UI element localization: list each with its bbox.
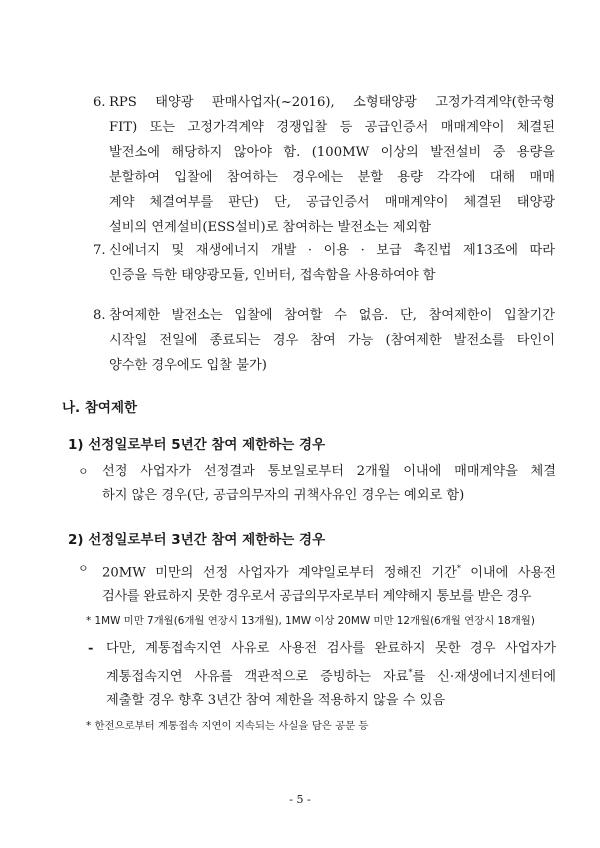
bullet-line: 선정 사업자가 선정결과 통보일로부터 2개월 이내에 매매계약을 체결 (102, 464, 556, 479)
item-line: 참여제한 발전소는 입찰에 참여할 수 없음. 단, 참여제한이 입찰기간 (109, 308, 555, 323)
footnote: * 1MW 미만 7개월(6개월 연장시 13개월), 1MW 이상 20MW 미만 12개월(6개월 연장시 18개월) (86, 615, 535, 627)
dash-line (88, 661, 556, 689)
line-text: 계통접속지연 사유를 객관적으로 증빙하는 자료 (106, 669, 409, 685)
dash-line: 다만, 계통접속지연 사유로 사용전 검사를 완료하지 못한 경우 사업자가 (106, 641, 556, 656)
item-line: 인증을 득한 태양광모듈, 인버터, 접속함을 사용하여야 함 (109, 268, 436, 283)
item-line: 시작일 전일에 종료되는 경우 참여 가능 (참여제한 발전소를 타인이 (109, 333, 555, 348)
bullet-line: 검사를 완료하지 못한 경우로서 공급의무자로부터 계약해지 통보를 받은 경우 (102, 589, 532, 605)
item-number: 8. (93, 308, 106, 323)
list-item-6 (93, 90, 555, 240)
item-line: 설비의 연계설비(ESS설비)로 참여하는 발전소는 제외함 (109, 220, 432, 235)
bullet-item (78, 460, 556, 508)
line-text: 20MW 미만의 선정 사업자가 계약일로부터 정해진 기간 (102, 565, 457, 581)
item-number: 7. (93, 243, 106, 258)
footnote: * 한전으로부터 계통접속 지연이 지속되는 사실을 담은 공문 등 (86, 720, 369, 732)
section-heading: 나. 참여제한 (62, 400, 138, 416)
item-line: 분할하여 입찰에 참여하는 경우에는 분할 용량 각각에 대해 매매 (109, 170, 555, 185)
bullet-mark: ㅇ (78, 562, 89, 575)
item-line: RPS 태양광 판매사업자(~2016), 소형태양광 고정가격계약(한국형 (109, 95, 555, 110)
subsection-heading-1: 1) 선정일로부터 5년간 참여 제한하는 경우 (68, 437, 326, 453)
list-item-7 (93, 238, 555, 288)
item-number: 6. (93, 95, 106, 110)
list-item-8 (93, 303, 555, 378)
bullet-item (78, 557, 556, 609)
dash-line: 제출할 경우 향후 3년간 참여 제한을 적용하지 않을 수 있음 (106, 693, 446, 709)
footnote-marker: * (456, 564, 461, 573)
bullet-line (78, 557, 556, 585)
page-number: - 5 - (289, 793, 311, 806)
subsection-heading-2: 2) 선정일로부터 3년간 참여 제한하는 경우 (68, 532, 326, 548)
item-line: 신에너지 및 재생에너지 개발 · 이용 · 보급 촉진법 제13조에 따라 (109, 243, 555, 258)
item-line: 계약 체결여부를 판단) 단, 공급인증서 매매계약이 체결된 태양광 (109, 195, 555, 210)
item-line: 발전소에 해당하지 않아야 함. (100MW 이상의 발전설비 중 용량을 (109, 145, 555, 160)
dash-item (88, 637, 556, 713)
item-line: 양수한 경우에도 입찰 불가) (109, 358, 267, 373)
item-line: FIT) 또는 고정가격계약 경쟁입찰 등 공급인증서 매매계약이 체결된 (109, 120, 555, 135)
dash-mark: - (88, 641, 94, 656)
bullet-mark: ㅇ (78, 465, 89, 478)
footnote-marker: * (408, 668, 413, 677)
bullet-line: 하지 않은 경우(단, 공급의무자의 귀책사유인 경우는 예외로 함) (102, 488, 465, 503)
line-text: 이내에 사용전 (460, 565, 556, 581)
line-text: 를 신·재생에너지센터에 (412, 669, 556, 685)
